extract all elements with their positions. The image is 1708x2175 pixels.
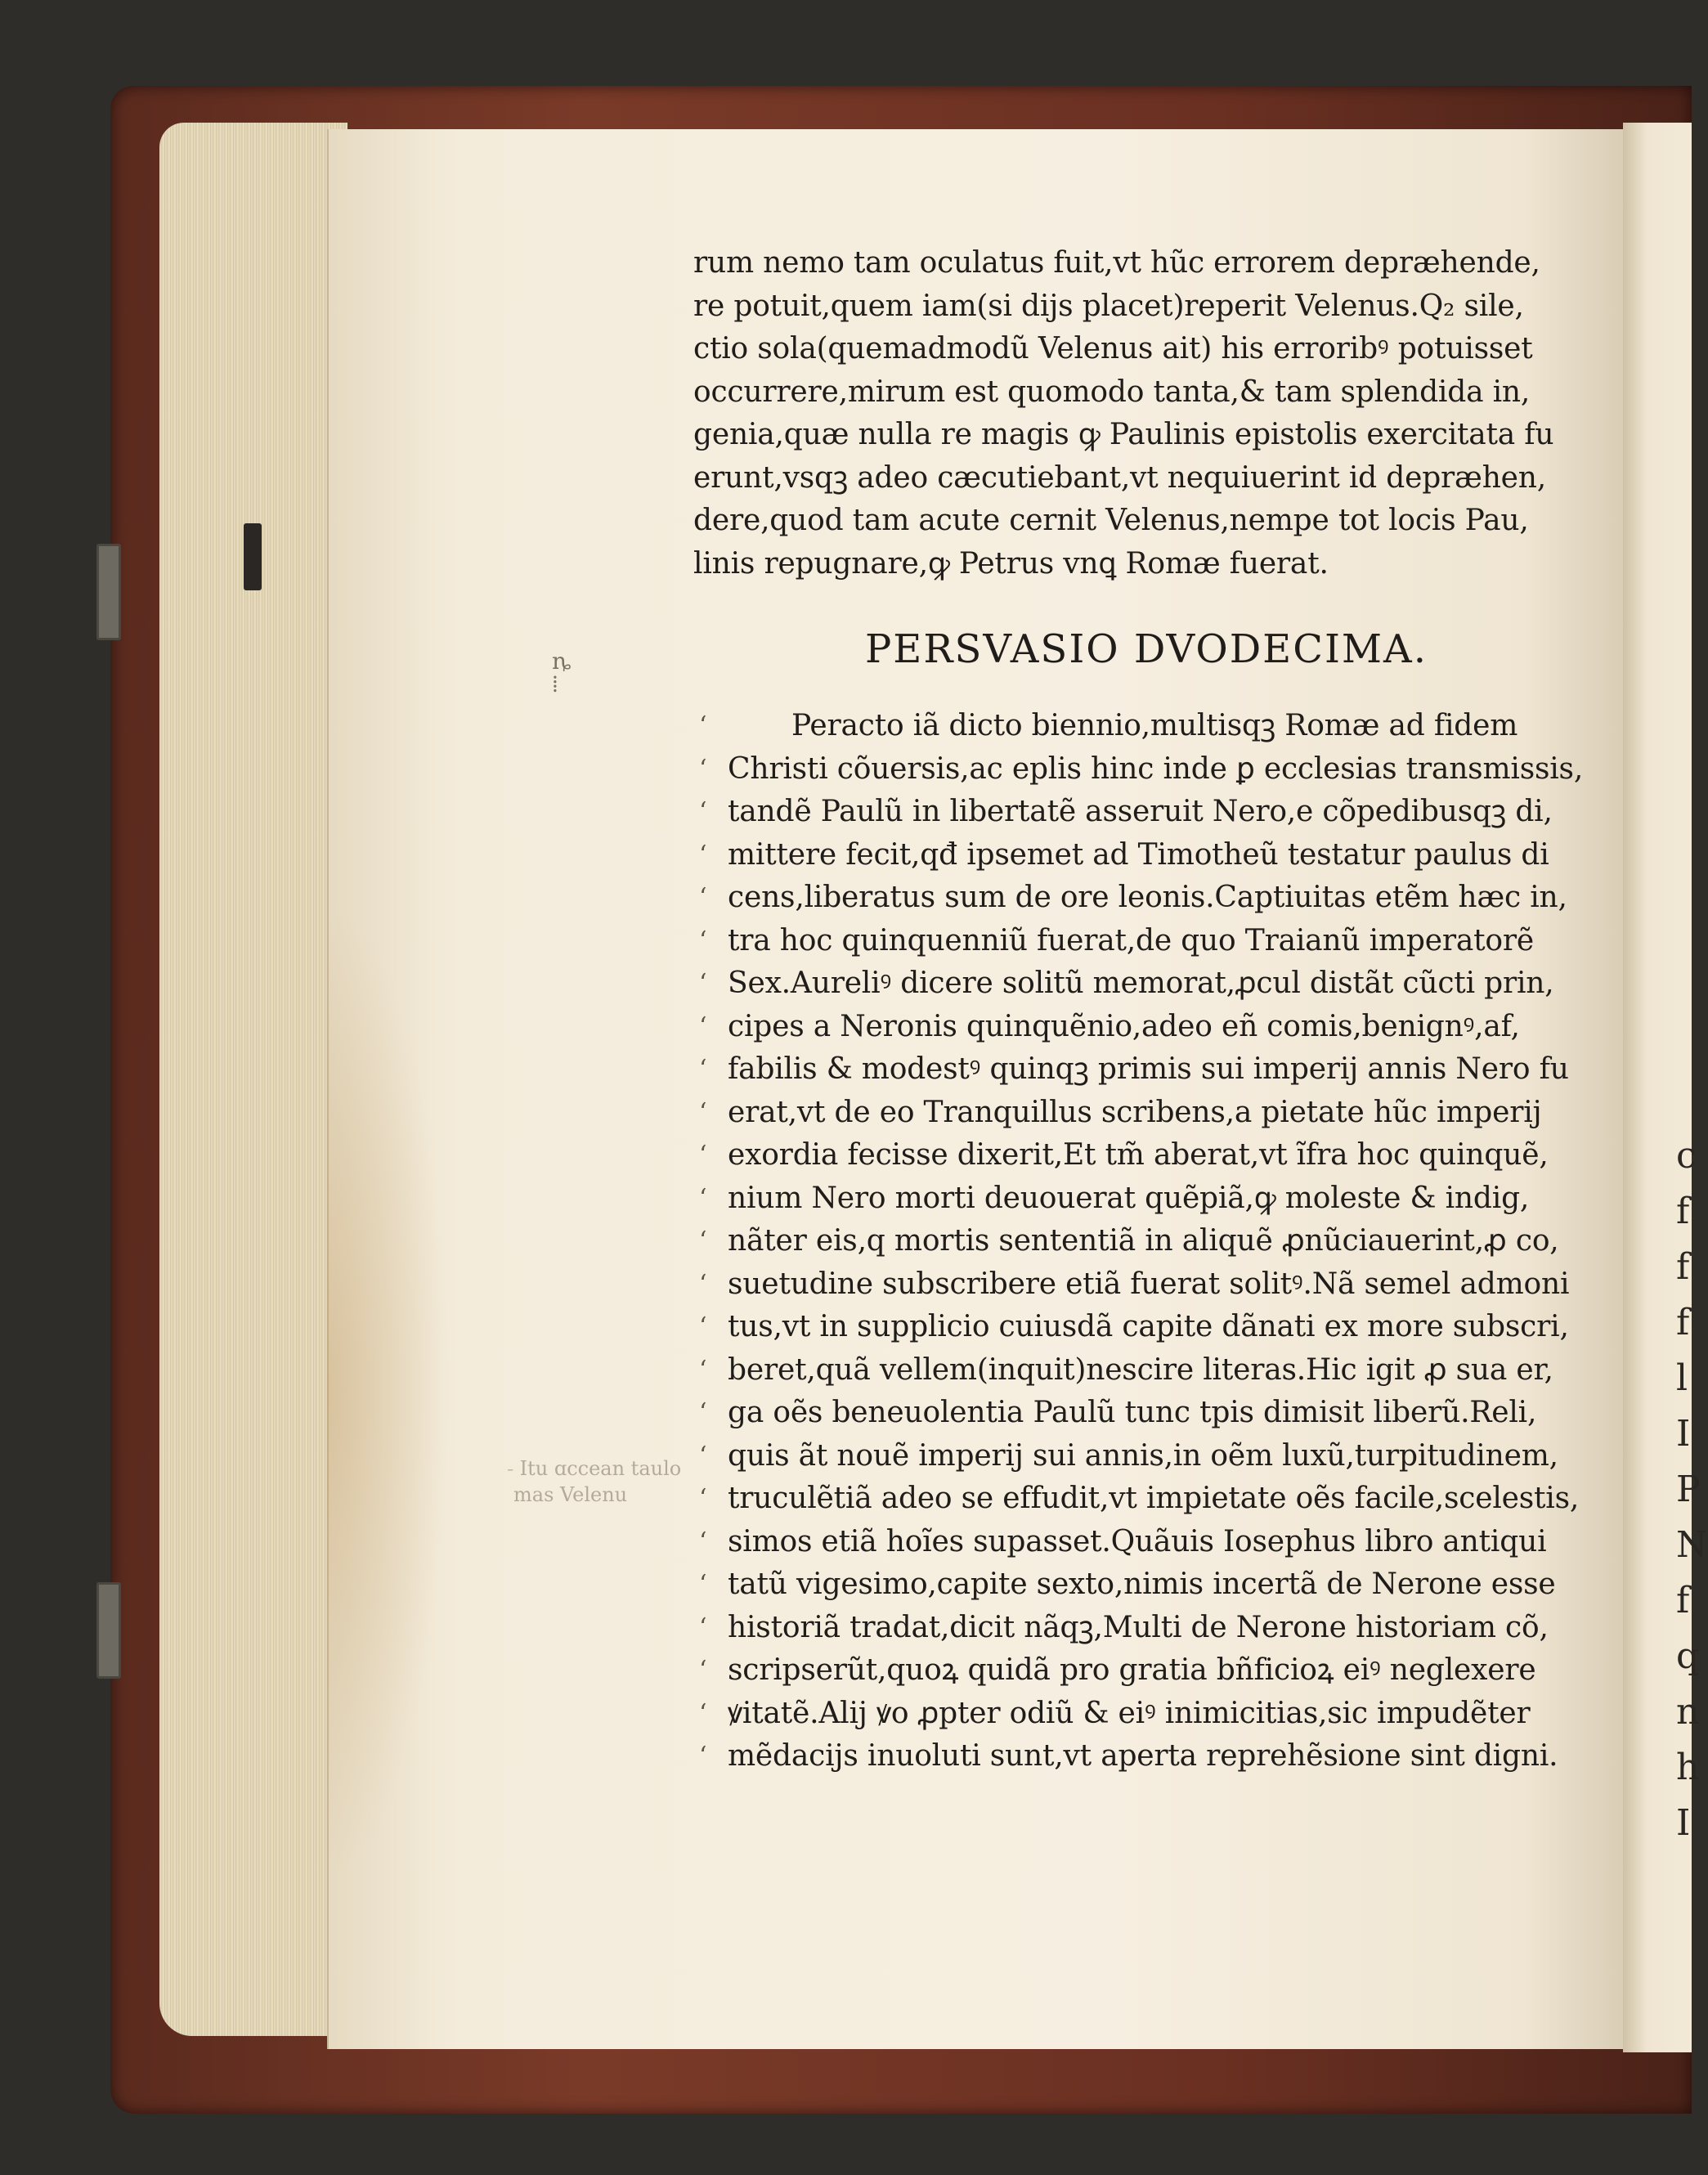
right-page-glyph: N bbox=[1676, 1524, 1708, 1566]
text-line: Christi cõuersis,ac eplis hinc inde ꝑ ecclesias transmissis, bbox=[728, 751, 1584, 786]
text-line: historiã tradat,dicit nãqꝫ,Multi de Nerone historiam cõ, bbox=[728, 1610, 1549, 1644]
margin-mark: ʻ bbox=[699, 1742, 707, 1770]
margin-mark: ʻ bbox=[699, 840, 707, 869]
text-line: beret,quã vellem(inquit)nescire literas.Hic igit ꝓ sua er, bbox=[728, 1352, 1553, 1387]
margin-mark: ʻ bbox=[699, 1570, 707, 1599]
right-page-glyph: I bbox=[1676, 1802, 1691, 1844]
margin-mark: ʻ bbox=[699, 1183, 707, 1213]
text-line: cipes a Neronis quinquẽnio,adeo eñ comis,benignꝰ,af, bbox=[728, 1009, 1520, 1043]
margin-mark: ʻ bbox=[699, 1141, 707, 1169]
right-page-glyph: c bbox=[1676, 1135, 1697, 1177]
right-page-glyph: P bbox=[1676, 1469, 1701, 1510]
text-line: Peracto iã dicto biennio,multisqꝫ Romӕ ad fidem bbox=[791, 709, 1518, 742]
text-line: nium Nero morti deuouerat quẽpiã,ꝙ moleste & indig, bbox=[728, 1181, 1530, 1215]
text-line: erat,vt de eo Tranquillus scribens,a pietate hũc imperij bbox=[728, 1095, 1542, 1129]
margin-mark: ʻ bbox=[699, 1011, 707, 1041]
text-line: genia,quӕ nulla re magis ꝙ Paulinis epistolis exercitata fu bbox=[693, 418, 1554, 451]
right-page-glyph: f bbox=[1676, 1580, 1690, 1621]
text-line: cens,liberatus sum de ore leonis.Captiuitas etẽm hӕc in, bbox=[728, 881, 1567, 914]
page-edges bbox=[159, 123, 347, 2036]
margin-mark: ʻ bbox=[699, 1656, 707, 1684]
margin-mark: ʻ bbox=[699, 1484, 707, 1513]
margin-marks bbox=[699, 705, 719, 1778]
water-stain bbox=[327, 899, 450, 1881]
margin-mark: ʻ bbox=[699, 926, 707, 955]
text-line: re potuit,quem iam(si dijs placet)reperit Velenus.Q₂ sile, bbox=[693, 289, 1524, 323]
margin-mark: ʻ bbox=[699, 1312, 707, 1341]
lower-clasp bbox=[96, 1582, 121, 1679]
text-line: ꝟitatẽ.Alij ꝟo ꝓpter odiũ & eiꝰ inimicitias,sic impudẽter bbox=[728, 1696, 1531, 1730]
text-line: Sex.Aureliꝰ dicere solitũ memorat,ꝓcul distãt cũcti prin, bbox=[728, 966, 1554, 1000]
right-page-glyph: f bbox=[1676, 1302, 1690, 1343]
margin-mark: ʻ bbox=[699, 883, 707, 912]
text-line: tra hoc quinquenniũ fuerat,de quo Traianũ imperatorẽ bbox=[728, 923, 1534, 957]
margin-mark: ʻ bbox=[699, 1698, 707, 1728]
text-line: linis repugnare,ꝙ Petrus vnꝗ Romӕ fuerat. bbox=[693, 546, 1329, 581]
margin-mark: ʻ bbox=[699, 711, 707, 740]
right-page-glyph: q bbox=[1676, 1635, 1700, 1677]
margin-mark: ʻ bbox=[699, 1398, 707, 1427]
right-page-glyph: f bbox=[1676, 1191, 1690, 1232]
margin-mark: ʻ bbox=[699, 1441, 707, 1470]
text-line: exordia fecisse dixerit,Et tm̃ aberat,vt ĩfra hoc quinquẽ, bbox=[728, 1138, 1549, 1172]
right-page-glyph: f bbox=[1676, 1246, 1690, 1288]
right-page-glyph: I bbox=[1676, 1413, 1691, 1455]
text-line: tatũ vigesimo,capite sexto,nimis incertã de Nerone esse bbox=[728, 1567, 1556, 1601]
faint-margin-note bbox=[513, 1455, 682, 1508]
margin-mark: ʻ bbox=[699, 1227, 707, 1255]
top-paragraph bbox=[693, 242, 1601, 585]
right-page-glyphs bbox=[1676, 1128, 1708, 1851]
margin-mark: ʻ bbox=[699, 969, 707, 998]
bookmark-tab bbox=[244, 523, 262, 590]
text-line: mittere fecit,qđ ipsemet ad Timotheũ testatur paulus di bbox=[728, 837, 1549, 872]
margin-mark: ʻ bbox=[699, 1612, 707, 1642]
margin-mark: ʻ bbox=[699, 1269, 707, 1298]
text-line: nãter eis,q mortis sententiã in aliquẽ ꝓnũciauerint,ꝓ co, bbox=[728, 1224, 1559, 1258]
text-line: quis ãt nouẽ imperij sui annis,in oẽm luxũ,turpitudinem, bbox=[728, 1438, 1558, 1473]
right-page-glyph: h bbox=[1676, 1747, 1700, 1788]
text-line: tandẽ Paulũ in libertatẽ asseruit Nero,e cõpedibusqꝫ di, bbox=[728, 795, 1553, 828]
text-line: truculẽtiã adeo se effudit,vt impietate oẽs facile,scelestis, bbox=[728, 1482, 1580, 1515]
margin-mark: ʻ bbox=[699, 754, 707, 783]
text-line: suetudine subscribere etiã fuerat solitꝰ.Nã semel admoni bbox=[728, 1267, 1570, 1301]
text-line: rum nemo tam oculatus fuit,vt hũc errorem deprӕhende, bbox=[693, 246, 1540, 280]
faint-note-line: ̵ Itu ɑccean taulo bbox=[513, 1457, 682, 1480]
right-page-glyph: n bbox=[1676, 1691, 1700, 1733]
upper-clasp bbox=[96, 544, 121, 640]
text-line: erunt,vsqꝫ adeo cӕcutiebant,vt nequiuerint id deprӕhen, bbox=[693, 460, 1547, 495]
margin-smudge: ȵ ⁞ bbox=[552, 648, 572, 697]
faint-note-line: mas Velenu bbox=[513, 1483, 628, 1506]
section-heading: PERSVASIO DVODECIMA. bbox=[865, 626, 1428, 672]
text-line: tus,vt in supplicio cuiusdã capite dãnati ex more subscri, bbox=[728, 1310, 1569, 1343]
margin-mark: ʻ bbox=[699, 1355, 707, 1384]
text-line: simos etiã hoĩes supasset.Quãuis Iosephus libro antiqui bbox=[728, 1524, 1547, 1558]
margin-mark: ʻ bbox=[699, 1527, 707, 1556]
margin-mark: ʻ bbox=[699, 1097, 707, 1127]
text-line: scripserũt,quoꝝ quidã pro gratia bñficioꝝ eiꝰ neglexere bbox=[728, 1653, 1536, 1687]
text-line: ctio sola(quemadmodũ Velenus ait) his erroribꝰ potuisset bbox=[693, 332, 1533, 365]
text-line: fabilis & modestꝰ quinqꝫ primis sui imperij annis Nero fu bbox=[728, 1052, 1569, 1086]
right-page-glyph: l bbox=[1676, 1357, 1688, 1399]
body-paragraph bbox=[728, 705, 1611, 1778]
text-line: dere,quod tam acute cernit Velenus,nempe tot locis Pau, bbox=[693, 504, 1529, 537]
margin-mark: ʻ bbox=[699, 1055, 707, 1083]
text-line: occurrere,mirum est quomodo tanta,& tam splendida in, bbox=[693, 374, 1531, 409]
margin-mark: ʻ bbox=[699, 797, 707, 826]
text-line: mẽdacijs inuoluti sunt,vt aperta reprehẽsione sint digni. bbox=[728, 1739, 1558, 1773]
text-line: ga oẽs beneuolentia Paulũ tunc tpis dimisit liberũ.Reli, bbox=[728, 1396, 1537, 1429]
